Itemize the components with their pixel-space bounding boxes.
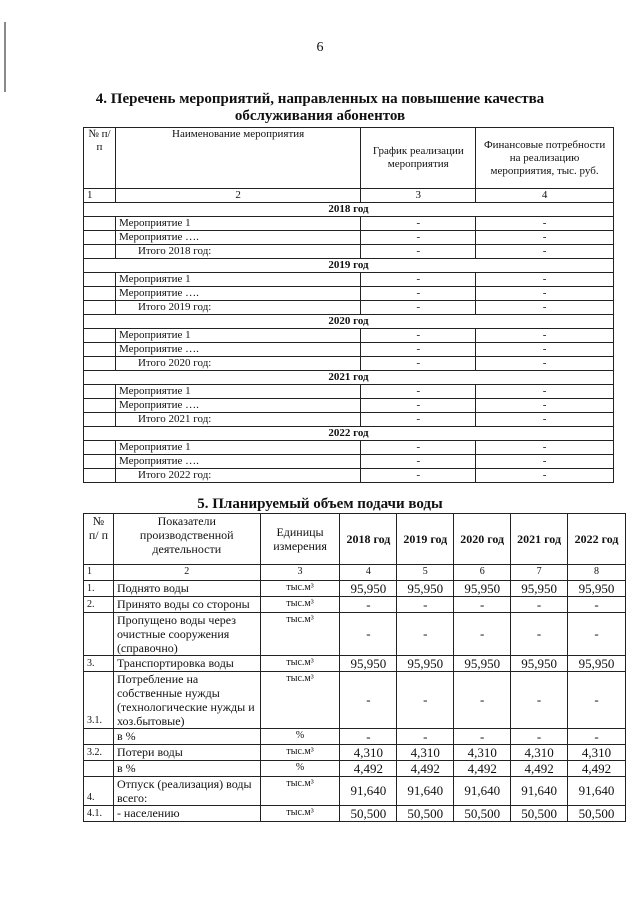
unit-value: тыс.м³ xyxy=(260,745,340,761)
table-row xyxy=(84,729,626,745)
table-row xyxy=(84,745,626,761)
row-num xyxy=(84,273,116,287)
schedule-value: - xyxy=(361,413,476,427)
activity-name: Итого 2018 год: xyxy=(115,245,360,259)
activity-name: Мероприятие …. xyxy=(115,287,360,301)
row-num xyxy=(84,729,114,745)
schedule-value: - xyxy=(361,469,476,483)
schedule-value: - xyxy=(361,273,476,287)
finance-value: - xyxy=(476,231,614,245)
table-row xyxy=(84,357,614,371)
table-row xyxy=(84,399,614,413)
finance-value: - xyxy=(476,385,614,399)
finance-value: - xyxy=(476,301,614,315)
year-value: - xyxy=(568,597,626,613)
header-unit: Единицы измерения xyxy=(260,514,340,565)
activity-name: Мероприятие …. xyxy=(115,231,360,245)
row-num: 4.1. xyxy=(84,806,114,822)
year-value: 4,310 xyxy=(511,745,568,761)
table-row xyxy=(84,217,614,231)
year-value: 95,950 xyxy=(340,581,397,597)
indicator-name: Транспортировка воды xyxy=(113,656,260,672)
year-value: 91,640 xyxy=(454,777,511,806)
col-number: 4 xyxy=(476,189,614,203)
table-row xyxy=(84,441,614,455)
year-row xyxy=(84,203,614,217)
year-value: - xyxy=(340,672,397,729)
col-number: 1 xyxy=(84,189,116,203)
year-value: - xyxy=(454,729,511,745)
year-value: 50,500 xyxy=(511,806,568,822)
column-numbers-row xyxy=(84,565,626,581)
table-row xyxy=(84,597,626,613)
year-value: 95,950 xyxy=(568,656,626,672)
schedule-value: - xyxy=(361,343,476,357)
table-row xyxy=(84,469,614,483)
activity-name: Итого 2021 год: xyxy=(115,413,360,427)
indicator-name: Принято воды со стороны xyxy=(113,597,260,613)
year-value: 4,492 xyxy=(511,761,568,777)
section5-table xyxy=(83,513,626,822)
year-value: - xyxy=(340,613,397,656)
table-row xyxy=(84,231,614,245)
finance-value: - xyxy=(476,441,614,455)
activity-name: Итого 2022 год: xyxy=(115,469,360,483)
section5-title: 5. Планируемый объем подачи воды xyxy=(197,496,443,512)
section4-title-line1: 4. Перечень мероприятий, направленных на повышение качества xyxy=(95,91,545,107)
year-value: - xyxy=(511,613,568,656)
year-value: - xyxy=(454,613,511,656)
year-value: 4,492 xyxy=(568,761,626,777)
table-row xyxy=(84,455,614,469)
schedule-value: - xyxy=(361,245,476,259)
year-label: 2020 год xyxy=(84,315,614,329)
row-num xyxy=(84,287,116,301)
unit-value: % xyxy=(260,761,340,777)
unit-value: тыс.м³ xyxy=(260,597,340,613)
indicator-name: Пропущено воды через очистные сооружения (справочно) xyxy=(113,613,260,656)
year-value: 95,950 xyxy=(454,656,511,672)
row-num xyxy=(84,357,116,371)
year-value: 95,950 xyxy=(511,581,568,597)
col-number: 8 xyxy=(568,565,626,581)
indicator-name: Потери воды xyxy=(113,745,260,761)
row-num xyxy=(84,399,116,413)
table-row xyxy=(84,301,614,315)
table-row xyxy=(84,287,614,301)
unit-value: % xyxy=(260,729,340,745)
row-num: 3.2. xyxy=(84,745,114,761)
header-num: № п/ п xyxy=(84,514,114,565)
year-row xyxy=(84,259,614,273)
unit-value: тыс.м³ xyxy=(260,656,340,672)
year-value: 95,950 xyxy=(568,581,626,597)
year-value: 91,640 xyxy=(397,777,454,806)
header-indicator: Показатели производственной деятельности xyxy=(113,514,260,565)
schedule-value: - xyxy=(361,357,476,371)
year-value: 4,492 xyxy=(340,761,397,777)
col-number: 2 xyxy=(113,565,260,581)
indicator-name: Отпуск (реализация) воды всего: xyxy=(113,777,260,806)
schedule-value: - xyxy=(361,231,476,245)
year-value: 4,310 xyxy=(397,745,454,761)
table-row xyxy=(84,806,626,822)
header-finance: Финансовые потребности на реализацию мероприятия, тыс. руб. xyxy=(476,128,614,189)
year-value: 50,500 xyxy=(568,806,626,822)
indicator-name: Поднято воды xyxy=(113,581,260,597)
year-value: - xyxy=(397,597,454,613)
indicator-name: в % xyxy=(113,761,260,777)
col-number: 3 xyxy=(260,565,340,581)
year-value: 95,950 xyxy=(397,656,454,672)
table-row xyxy=(84,413,614,427)
table-row xyxy=(84,329,614,343)
year-row xyxy=(84,427,614,441)
year-row xyxy=(84,371,614,385)
finance-value: - xyxy=(476,287,614,301)
year-value: - xyxy=(340,729,397,745)
row-num xyxy=(84,329,116,343)
year-label: 2022 год xyxy=(84,427,614,441)
activity-name: Итого 2020 год: xyxy=(115,357,360,371)
table-row xyxy=(84,273,614,287)
row-num: 4. xyxy=(84,777,114,806)
year-label: 2021 год xyxy=(84,371,614,385)
unit-value: тыс.м³ xyxy=(260,672,340,729)
row-num xyxy=(84,613,114,656)
year-value: - xyxy=(511,672,568,729)
table-row xyxy=(84,656,626,672)
col-number: 1 xyxy=(84,565,114,581)
year-value: - xyxy=(454,672,511,729)
schedule-value: - xyxy=(361,399,476,413)
year-value: 95,950 xyxy=(511,656,568,672)
year-value: - xyxy=(340,597,397,613)
col-number: 2 xyxy=(115,189,360,203)
unit-value: тыс.м³ xyxy=(260,777,340,806)
year-value: 50,500 xyxy=(397,806,454,822)
finance-value: - xyxy=(476,357,614,371)
header-name: Наименование мероприятия xyxy=(115,128,360,189)
year-label: 2019 год xyxy=(84,259,614,273)
year-value: - xyxy=(568,613,626,656)
year-value: 4,492 xyxy=(454,761,511,777)
row-num xyxy=(84,343,116,357)
schedule-value: - xyxy=(361,217,476,231)
year-value: 91,640 xyxy=(511,777,568,806)
col-number: 3 xyxy=(361,189,476,203)
unit-value: тыс.м³ xyxy=(260,806,340,822)
table-row xyxy=(84,385,614,399)
year-value: - xyxy=(397,613,454,656)
activity-name: Мероприятие 1 xyxy=(115,273,360,287)
col-number: 7 xyxy=(511,565,568,581)
year-value: 95,950 xyxy=(340,656,397,672)
section4-table xyxy=(83,127,614,483)
year-value: 95,950 xyxy=(454,581,511,597)
header-num: № п/п xyxy=(84,128,116,189)
row-num xyxy=(84,245,116,259)
indicator-name: - населению xyxy=(113,806,260,822)
schedule-value: - xyxy=(361,329,476,343)
header-year: 2020 год xyxy=(454,514,511,565)
row-num: 2. xyxy=(84,597,114,613)
row-num xyxy=(84,441,116,455)
activity-name: Итого 2019 год: xyxy=(115,301,360,315)
year-value: - xyxy=(568,729,626,745)
finance-value: - xyxy=(476,329,614,343)
row-num xyxy=(84,217,116,231)
row-num xyxy=(84,761,114,777)
year-label: 2018 год xyxy=(84,203,614,217)
finance-value: - xyxy=(476,245,614,259)
section4-title-line2: обслуживания абонентов xyxy=(234,108,406,124)
schedule-value: - xyxy=(361,455,476,469)
row-num: 3.1. xyxy=(84,672,114,729)
row-num xyxy=(84,231,116,245)
schedule-value: - xyxy=(361,385,476,399)
row-num xyxy=(84,301,116,315)
year-value: 4,310 xyxy=(568,745,626,761)
row-num xyxy=(84,385,116,399)
unit-value: тыс.м³ xyxy=(260,613,340,656)
table-row xyxy=(84,672,626,729)
finance-value: - xyxy=(476,469,614,483)
header-schedule: График реализации мероприятия xyxy=(361,128,476,189)
year-value: 91,640 xyxy=(568,777,626,806)
indicator-name: Потребление на собственные нужды (технологические нужды и хоз.бытовые) xyxy=(113,672,260,729)
table-row xyxy=(84,613,626,656)
year-value: 50,500 xyxy=(340,806,397,822)
table-row xyxy=(84,581,626,597)
table-row xyxy=(84,761,626,777)
indicator-name: в % xyxy=(113,729,260,745)
year-value: 4,310 xyxy=(454,745,511,761)
activity-name: Мероприятие …. xyxy=(115,455,360,469)
year-value: - xyxy=(511,597,568,613)
schedule-value: - xyxy=(361,287,476,301)
finance-value: - xyxy=(476,413,614,427)
year-value: - xyxy=(454,597,511,613)
header-year: 2018 год xyxy=(340,514,397,565)
row-num xyxy=(84,413,116,427)
col-number: 6 xyxy=(454,565,511,581)
year-value: 4,492 xyxy=(397,761,454,777)
row-num: 1. xyxy=(84,581,114,597)
finance-value: - xyxy=(476,399,614,413)
year-value: 4,310 xyxy=(340,745,397,761)
table-row xyxy=(84,343,614,357)
col-number: 4 xyxy=(340,565,397,581)
activity-name: Мероприятие 1 xyxy=(115,385,360,399)
page-number: 6 xyxy=(316,40,324,55)
schedule-value: - xyxy=(361,441,476,455)
year-value: 50,500 xyxy=(454,806,511,822)
table-row xyxy=(84,777,626,806)
scan-margin-mark xyxy=(4,22,6,92)
year-value: - xyxy=(511,729,568,745)
year-value: - xyxy=(397,672,454,729)
schedule-value: - xyxy=(361,301,476,315)
header-year: 2021 год xyxy=(511,514,568,565)
year-value: 91,640 xyxy=(340,777,397,806)
header-year: 2022 год xyxy=(568,514,626,565)
unit-value: тыс.м³ xyxy=(260,581,340,597)
row-num xyxy=(84,469,116,483)
header-year: 2019 год xyxy=(397,514,454,565)
row-num: 3. xyxy=(84,656,114,672)
finance-value: - xyxy=(476,343,614,357)
finance-value: - xyxy=(476,217,614,231)
row-num xyxy=(84,455,116,469)
activity-name: Мероприятие …. xyxy=(115,343,360,357)
table-row xyxy=(84,245,614,259)
activity-name: Мероприятие 1 xyxy=(115,217,360,231)
year-value: - xyxy=(397,729,454,745)
activity-name: Мероприятие 1 xyxy=(115,329,360,343)
activity-name: Мероприятие 1 xyxy=(115,441,360,455)
year-value: - xyxy=(568,672,626,729)
col-number: 5 xyxy=(397,565,454,581)
finance-value: - xyxy=(476,273,614,287)
activity-name: Мероприятие …. xyxy=(115,399,360,413)
year-value: 95,950 xyxy=(397,581,454,597)
finance-value: - xyxy=(476,455,614,469)
year-row xyxy=(84,315,614,329)
